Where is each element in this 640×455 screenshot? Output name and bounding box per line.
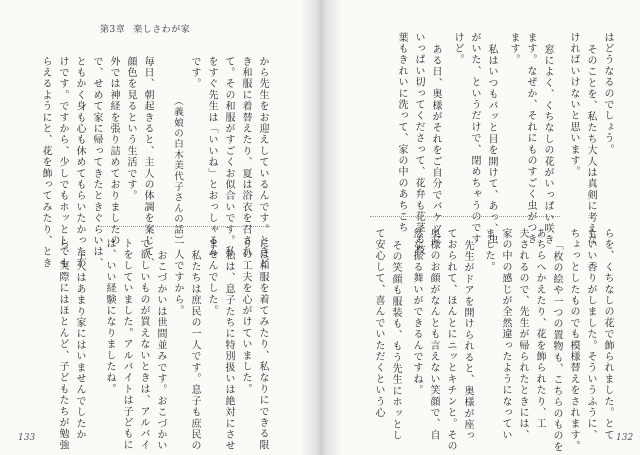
text-column: ともかく身も心も休めてもらいたかったわ [74,56,85,269]
text-column: ませんでした。 [206,238,217,317]
section-divider [100,226,270,227]
chapter-label: 第3章 [100,24,126,35]
text-column: 然な振る舞いができるんですね。 [411,228,422,396]
text-column: 私たちは庶民の一人です。息子も庶民の [189,250,200,452]
text-column: 家の中の感じが全然違ったようになってい [500,228,511,441]
text-column: はどうなるのでしょう。 [602,32,613,156]
text-column: ます。 [508,32,519,66]
text-column: 先生がドアを開けられると、奥様が座っ [462,240,473,442]
text-column: 外では神経を張り詰めておりましたの [108,56,119,247]
text-column: もいい香りがしました。そういうふうに、 [585,228,596,441]
text-column: らを、くちなしの花で飾られました。とて [602,228,613,441]
text-column: ければいけないと思います。 [568,32,579,178]
text-column: 奥様のお顔がなんとも言えない笑顔で、自 [428,228,439,441]
text-column: は、いい経験になりましたね。 [104,238,115,395]
page-number: 133 [18,433,36,443]
text-column: 私はいつもパッと目を開けて、あっ、虫 [486,44,497,246]
section-divider [370,216,560,217]
text-column: き和服に着替えたり、夏は浴衣を召され [240,56,251,258]
text-column: けです。ですから、少しでもホッとしても [57,56,68,269]
text-column: らえるようにと、花を飾ってみたり、とき [40,56,51,269]
text-column: ておられて、ほんとにニッとキチンと。その [445,228,456,452]
text-column: 顔色を見るという生活です。 [125,56,136,202]
text-column: トをしていました。アルバイトは子どもに [121,238,132,451]
page-number: 132 [616,433,634,443]
text-column: 「枚の絵や一つの置物も、こちらのものを [551,240,562,453]
text-column: で、せめて家に帰ってきたときぐらいは、 [91,56,102,269]
text-column: ます。なぜか、それにものすごく虫がつき [525,32,536,245]
text-column: です。 [189,56,200,90]
text-column: 窓によく、くちなしの花がいっぱい咲き [542,44,553,246]
text-column: 葉もきれいに洗って、家の中のあちこち [396,32,407,234]
text-column: りの工夫を心がけていました。 [240,238,251,395]
right-page [320,0,640,455]
text-column: で欲しいものが買えないときは、アルバイ [138,238,149,451]
text-column: おこづかいは世間並みです。おこづかい [155,250,166,452]
text-column: そのことを、私たち大人は真剣に考えな [585,44,596,246]
text-column: て安心して、喜んでいただくという心 [373,228,384,419]
text-column: あちらへかえたり、花を飾られたり、工 [534,228,545,430]
text-column: 一人ですから。 [172,238,183,317]
chapter-title: 楽しさわが家 [133,24,191,35]
text-column: から先生をお迎えしているんです。ときど [257,56,268,269]
text-column: その笑顔も服装も、もう先生にホッとし [390,240,401,442]
text-column: 私は、息子たちに特別扱いは絶対にさせ [223,250,234,452]
text-column: 毎日、朝起きると、主人の体調を案じて、 [142,56,153,269]
text-column: 主人はあまり家にはいませんでしたか [74,250,85,441]
text-column: がいた、というだけで、閉めちゃうのです [469,32,480,245]
chapter-header [100,16,210,40]
text-column: いっぱい切ってくださって、花弁も花茎も枝 [413,32,424,256]
attribution: （義娘の白木美代子さんの話） [172,96,183,246]
text-column: ちょっとしたものでも模様替えをされます。 [568,228,579,452]
text-column: ました。 [483,228,494,273]
text-column: て。その和服がすごくお似合いです。私 [223,56,234,258]
text-column: ら、実際にはほとんど、子どもたちが勉強 [57,238,68,451]
text-column: ある日、奥様がそれをご自分でバケツに [430,44,441,246]
text-column: けど。 [452,32,463,66]
text-column: をすぐ先生は「いいね」とおっしゃるん [206,56,217,258]
text-column: 夫されるので、先生が帰られたときには、 [517,228,528,441]
text-column: には和服を着てみたり、私なりにできる限 [257,238,268,451]
